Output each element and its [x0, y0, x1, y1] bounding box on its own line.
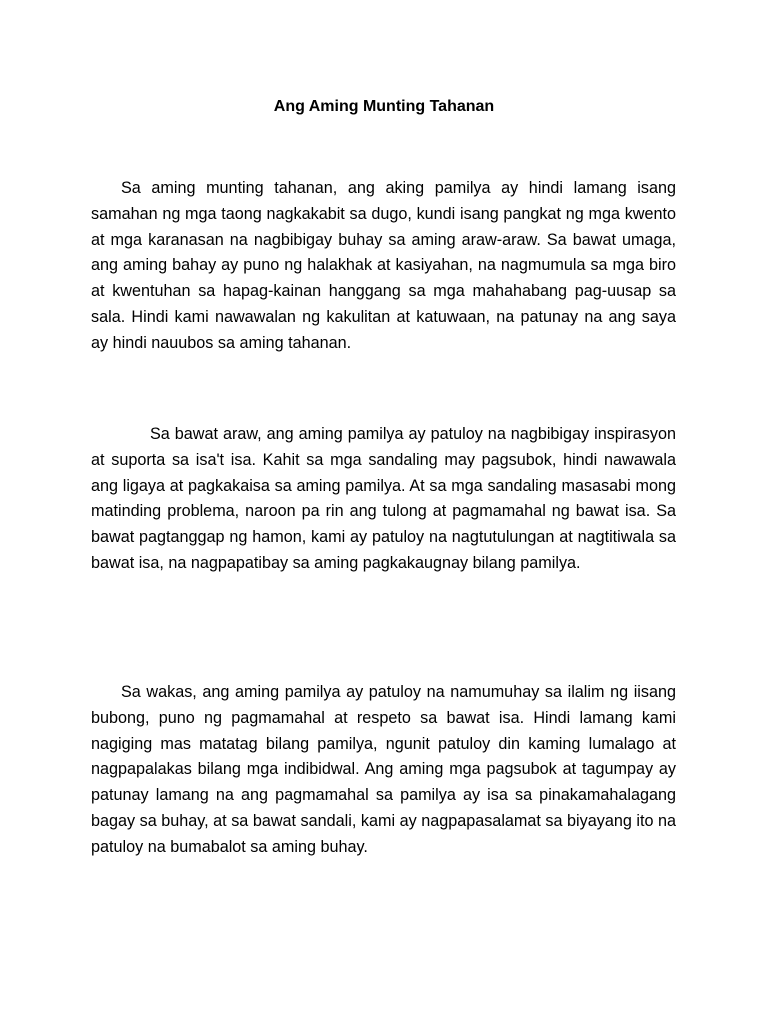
- paragraph-2: Sa bawat araw, ang aming pamilya ay patuloy na nagbibigay inspirasyon at suporta sa isa't isa. Kahit sa mga sandaling may pagsubok, hindi nawawala ang ligaya at pagkakaisa sa aming pamilya. At sa mga sandaling masasabi mong matinding problema, naroon pa rin ang tulong at pagmamahal ng bawat isa. Sa bawat pagtanggap ng hamon, kami ay patuloy na nagtutulungan at nagtitiwala sa bawat isa, na nagpapatibay sa aming pagkakaugnay bilang pamilya.: [91, 425, 676, 572]
- paragraph-1: Sa aming munting tahanan, ang aking pamilya ay hindi lamang isang samahan ng mga taong nagkakabit sa dugo, kundi isang pangkat ng mga kwento at mga karanasan na nagbibigay buhay sa aming araw-araw. Sa bawat umaga, ang aming bahay ay puno ng halakhak at kasiyahan, na nagmumula sa mga biro at kwentuhan sa hapag-kainan hanggang sa mga mahahabang pag-uusap sa sala. Hindi kami nawawalan ng kakulitan at katuwaan, na patunay na ang saya ay hindi nauubos sa aming tahanan.: [91, 179, 676, 352]
- document-title: Ang Aming Munting Tahanan: [273, 98, 495, 115]
- paragraph-3: Sa wakas, ang aming pamilya ay patuloy na namumuhay sa ilalim ng iisang bubong, puno ng pagmamahal at respeto sa bawat isa. Hindi lamang kami nagiging mas matatag bilang pamilya, ngunit patuloy din kaming lumalago at nagpapalakas bilang mga indibidwal. Ang aming mga pagsubok at tagumpay ay patunay lamang na ang pagmamahal sa pamilya ay isa sa pinakamahalagang bagay sa buhay, at sa bawat sandali, kami ay nagpapasalamat sa biyayang ito na patuloy na bumabalot sa aming buhay.: [91, 683, 676, 856]
